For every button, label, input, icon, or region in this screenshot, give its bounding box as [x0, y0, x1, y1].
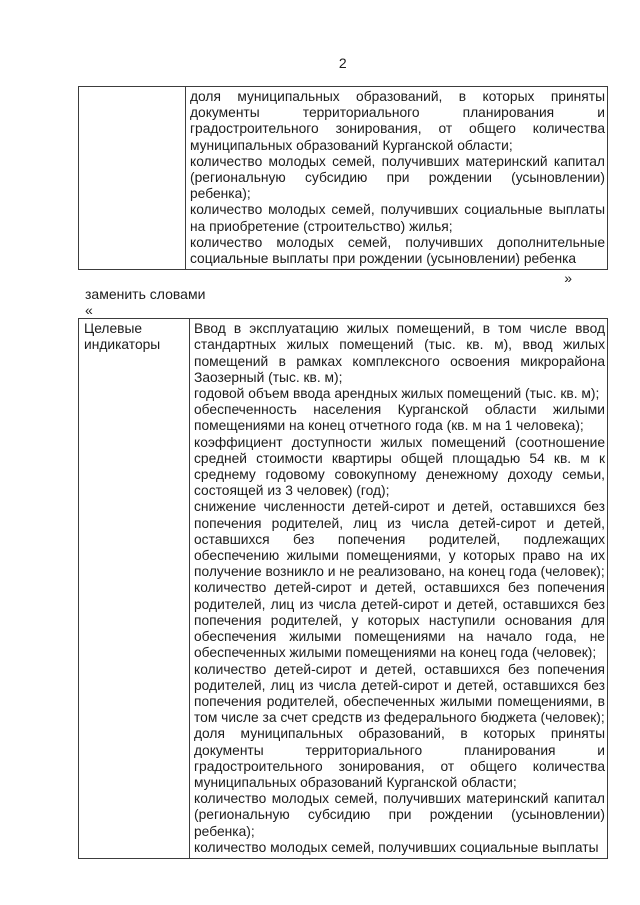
replace-words-text: заменить словами: [85, 286, 206, 303]
new-text-paragraph: доля муниципальных образований, в которых приняты документы территориального планирования и градостроительного зонирования, от общего количества муниципальных образований Курганской области;: [194, 726, 605, 790]
new-text-paragraph: коэффициент доступности жилых помещений (соотношение средней стоимости квартиры общей площадью 54 кв. м к среднему годовому совокупному денежному доходу семьи, состоящей из 3 человек) (год);: [194, 434, 605, 499]
new-text-paragraph: снижение численности детей-сирот и детей, оставшихся без попечения родителей, лиц из числа детей-сирот и детей, оставшихся без попечения родителей, подлежащих обеспечению жилыми помещениями, у которых право на их получение возникло и не реализовано, на конец года (человек);: [194, 499, 605, 580]
target-indicators-label-cell: Целевые индикаторы: [79, 319, 190, 858]
new-text-paragraph: количество детей-сирот и детей, оставшихся без попечения родителей, лиц из числа детей-сирот и детей, оставшихся без попечения родителей, обеспеченных жилыми помещениями, в том числе за счет средств из федерального бюджета (человек);: [194, 661, 605, 726]
old-text-paragraph: количество молодых семей, получивших социальные выплаты на приобретение (строительство) жилья;: [190, 202, 605, 234]
page-number: 2: [338, 55, 348, 71]
new-text-paragraph: количество детей-сирот и детей, оставшихся без попечения родителей, лиц из числа детей-сирот и детей, оставшихся без попечения родителей, у которых наступили основания для обеспечения жилыми помещениями на начало года, не обеспеченных жилыми помещениями на конец года (человек);: [194, 580, 605, 661]
old-text-paragraph: доля муниципальных образований, в которых приняты документы территориального планирования и градостроительного зонирования, от общего количества муниципальных образований Курганской области;: [190, 89, 605, 153]
empty-label-cell: [79, 87, 186, 269]
old-text-paragraph: количество молодых семей, получивших материнский капитал (региональную субсидию при рождении (усыновлении) ребенка);: [190, 153, 605, 202]
new-text-cell: [190, 319, 607, 858]
new-text-paragraph: количество молодых семей, получивших социальные выплаты: [194, 839, 599, 855]
old-text-cell: [186, 87, 607, 269]
new-text-paragraph: количество молодых семей, получивших материнский капитал (региональную субсидию при рождении (усыновлении) ребенка);: [194, 791, 605, 839]
opening-quote: «: [85, 302, 93, 319]
content-column: [78, 56, 608, 859]
amendment-table-new-text: [78, 318, 608, 859]
new-text-paragraph: годовой объем ввода арендных жилых помещений (тыс. кв. м);: [194, 386, 600, 402]
old-text-paragraph: количество молодых семей, получивших дополнительные социальные выплаты при рождении (усыновлении) ребенка: [190, 234, 605, 267]
amendment-table-old-text: [78, 86, 608, 270]
closing-quote: »: [564, 270, 572, 287]
new-text-paragraph: обеспеченность населения Курганской области жилыми помещениями на конец отчетного года (кв. м на 1 человека);: [194, 402, 605, 434]
new-text-paragraph: Ввод в эксплуатацию жилых помещений, в том числе ввод стандартных жилых помещений (тыс. кв. м), ввод жилых помещений в рамках комплексного освоения микрорайона Заозерный (тыс. кв. м);: [194, 321, 605, 385]
